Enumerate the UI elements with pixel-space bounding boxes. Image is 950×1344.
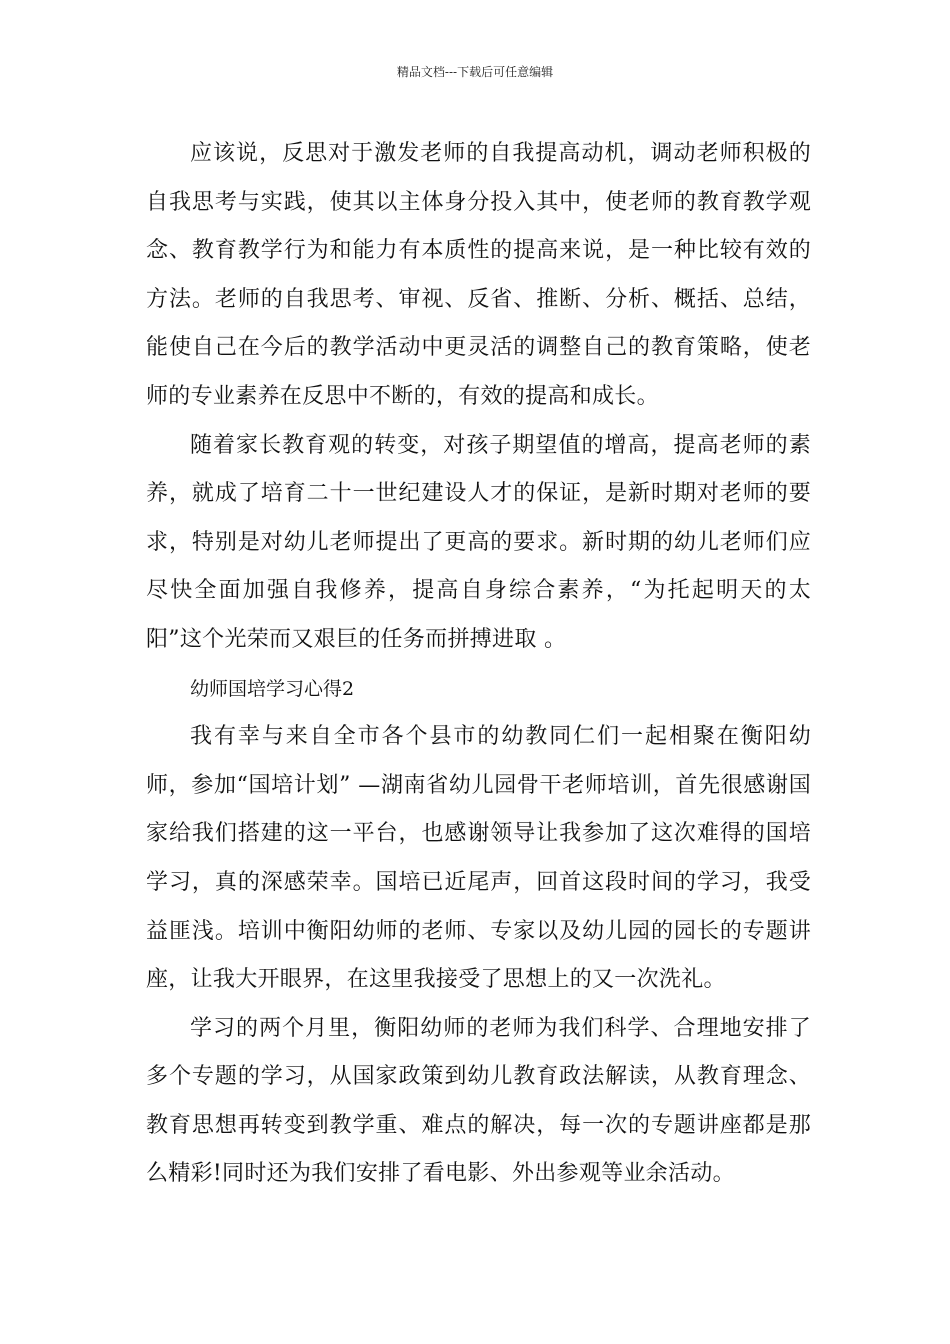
paragraph-training-intro: 我有幸与来自全市各个县市的幼教同仁们一起相聚在衡阳幼师，参加“国培计划” —湖南省幼儿园骨干老师培训，首先很感谢国家给我们搭建的这一平台，也感谢领导让我参加了这次难得的国培学习，真的深感荣幸。国培已近尾声，回首这段时间的学习，我受益匪浅。培训中衡阳幼师的老师、专家以及幼儿园的园长的专题讲座，让我大开眼界，在这里我接受了思想上的又一次洗礼。 bbox=[146, 724, 811, 993]
header-note: 精品文档---下载后可任意编辑 bbox=[396, 65, 554, 79]
paragraph-parent-expectations: 随着家长教育观的转变，对孩子期望值的增高，提高老师的素养，就成了培育二十一世纪建设人才的保证，是新时期对老师的要求，特别是对幼儿老师提出了更高的要求。新时期的幼儿老师们应尽快全面加强自我修养，提高自身综合素养，“为托起明天的太阳”这个光荣而又艰巨的任务而拼搏进取 。 bbox=[146, 432, 811, 652]
document-body bbox=[146, 130, 811, 1199]
paragraph-study-months: 学习的两个月里，衡阳幼师的老师为我们科学、合理地安排了多个专题的学习，从国家政策到幼儿教育政法解读，从教育理念、教育思想再转变到教学重、难点的解决，每一次的专题讲座都是那么精彩!同时还为我们安排了看电影、外出参观等业余活动。 bbox=[146, 1015, 811, 1187]
paragraph-reflection: 应该说，反思对于激发老师的自我提高动机，调动老师积极的自我思考与实践，使其以主体身分投入其中，使老师的教育教学观念、教育教学行为和能力有本质性的提高来说，是一种比较有效的方法。老师的自我思考、审视、反省、推断、分析、概括、总结，能使自己在今后的教学活动中更灵活的调整自己的教育策略，使老师的专业素养在反思中不断的，有效的提高和成长。 bbox=[146, 141, 811, 409]
section-heading: 幼师国培学习心得2 bbox=[190, 677, 355, 700]
